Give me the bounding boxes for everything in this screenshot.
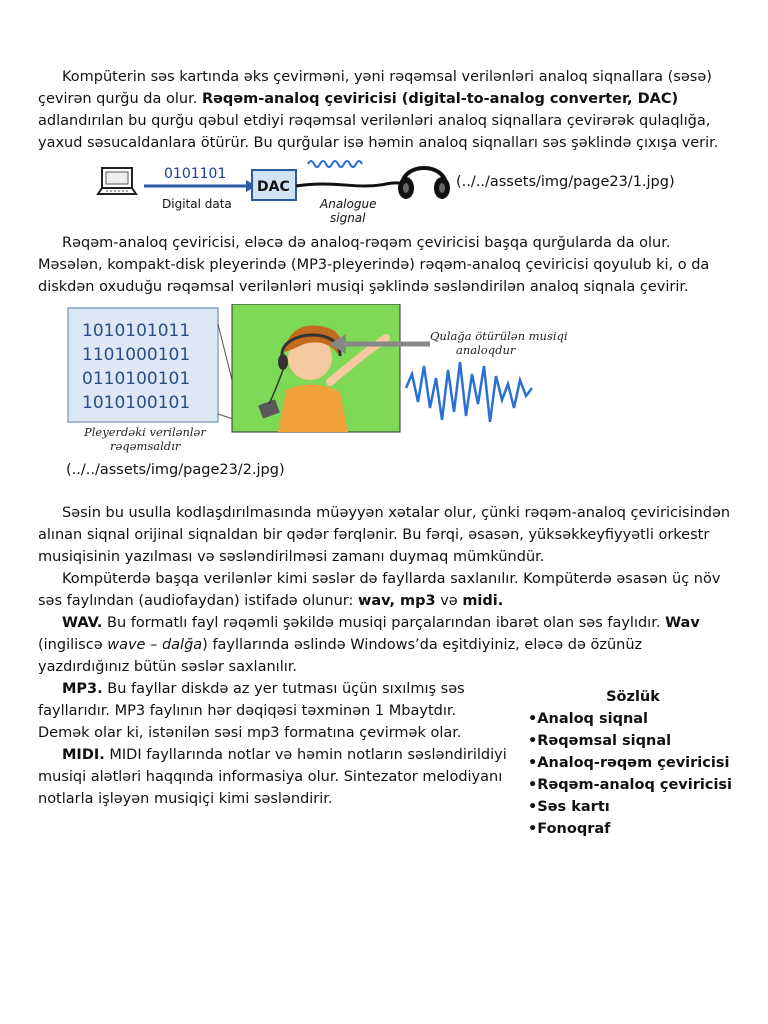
text: (ingiliscə	[38, 637, 108, 653]
glossary-item: • Analoq siqnal	[528, 708, 738, 730]
figure-caption: (../../assets/img/page23/1.jpg)	[456, 174, 675, 190]
glossary-item: • Səs kartı	[528, 796, 738, 818]
format-term: midi.	[462, 593, 504, 609]
glossary-list	[528, 708, 738, 840]
glossary-item: • Fonoqraf	[528, 818, 738, 840]
wav-translation: wave – dalğa	[107, 637, 203, 653]
figure-caption: (../../assets/img/page23/2.jpg)	[66, 462, 285, 478]
glossary-item: • Rəqəmsal siqnal	[528, 730, 738, 752]
paragraph-wav	[38, 612, 732, 678]
text: Kompüterin səs kartında əks çevirməni, yəni rəqəmsal verilənləri analoq siqnallara (səsə) çevirən qurğu da olur.	[38, 69, 712, 107]
binary-row: 1101000101	[82, 345, 191, 365]
paragraph-midi	[38, 744, 508, 810]
paragraph-errors: Səsin bu usulla kodlaşdırılmasında müəyyən xətalar olur, çünki rəqəm-analoq çeviricisindən alınan siqnal orijinal siqnaldan bir qədər fərqlənir. Bu fərqi, əsasən, yüksəkkeyfiyyətli orkestr musiqisinin yazılması və səsləndirilməsi zamanı duymaq mümkündür.	[38, 505, 731, 565]
format-descriptions	[38, 678, 508, 810]
text: adlandırılan bu qurğu qəbul etdiyi rəqəmsal verilənləri analoq siqnallara çevirərək qulaqlığa, yaxud səsucaldanlara ötürür. Bu qurğular isə həmin analoq siqnalları səs şəklində çıxışa verir.	[38, 113, 719, 151]
cable	[296, 178, 413, 188]
text: və	[435, 593, 463, 609]
dac-diagram	[96, 160, 456, 226]
bottom-section	[38, 678, 733, 837]
text: Bu formatlı fayl rəqəmli şəkildə musiqi parçalarından ibarət olan səs faylıdır.	[102, 615, 666, 631]
midi-title: MIDI.	[62, 747, 105, 763]
glossary-box	[528, 686, 738, 840]
signal-label: signal	[330, 211, 366, 225]
dac-label: DAC	[257, 179, 290, 195]
laptop-icon	[98, 168, 136, 194]
text: Kompüterdə başqa verilənlər kimi səslər də fayllarda saxlanılır. Kompüterdə əsasən üç növ səs faylından (audiofaydan) istifadə olunur:	[38, 571, 721, 609]
format-term: wav, mp3	[358, 593, 436, 609]
paragraph-dac-intro	[38, 66, 732, 154]
player-illustration	[64, 304, 584, 460]
page-content	[38, 66, 733, 837]
player-data-label: Pleyerdəki verilənlər	[84, 425, 206, 439]
wav-term: Wav	[665, 615, 700, 631]
text: ) fayllarında əslində Windows’da eşitdiyiniz, eləcə də özünüz yazdırdığınız bütün səslər saxlanılır.	[38, 637, 643, 675]
glossary-title: Sözlük	[606, 689, 660, 705]
text: Bu fayllar diskdə az yer tutması üçün sıxılmış səs fayllarıdır. MP3 faylının hər dəqiqəsi təxminən 1 Mbaytdır. Demək olar ki, istənilən səsi mp3 formatına çevirmək olar.	[38, 681, 465, 741]
music-label: Qulağa ötürülən musiqi	[430, 329, 568, 343]
figure-player-illustration	[38, 304, 732, 490]
mp3-title: MP3.	[62, 681, 103, 697]
paragraph-file-types	[38, 568, 732, 612]
glossary-item: • Rəqəm-analoq çeviricisi	[528, 774, 738, 796]
analog-wave	[308, 161, 362, 167]
digital-data-label: Digital data	[162, 197, 232, 211]
binary-row: 1010100101	[82, 393, 191, 413]
figure-dac-diagram	[38, 160, 732, 226]
analogue-label: Analogue	[320, 197, 377, 211]
glossary-item: • Analoq-rəqəm çeviricisi	[528, 752, 738, 774]
headphones-icon	[398, 168, 450, 199]
analog-wave	[406, 362, 532, 422]
dac-term: Rəqəm-analoq çeviricisi (digital-to-analog converter, DAC)	[201, 91, 679, 107]
binary-row: 0110100101	[82, 369, 191, 389]
wav-title: WAV.	[62, 615, 103, 631]
player-data-label-2: rəqəmsaldır	[110, 439, 181, 453]
binary-row: 1010101011	[82, 321, 191, 341]
paragraph-mp3	[38, 678, 508, 744]
paragraph-players: Rəqəm-analoq çeviricisi, eləcə də analoq-rəqəm çeviricisi başqa qurğularda da olur. Məsələn, kompakt-disk pleyerində (MP3-pleyerində) rəqəm-analoq çeviricisi qoyulub ki, o da diskdən oxuduğu rəqəmsal verilənləri musiqi şəklində səsləndirilən analoq siqnala çevirir.	[38, 235, 710, 295]
bits-label: 0101101	[164, 166, 227, 182]
text: MIDI fayllarında notlar və həmin notların səsləndirildiyi musiqi alətləri haqqında informasiya olur. Sintezator melodiyanı notlarla işləyən musiqiçi kimi səsləndirir.	[38, 747, 507, 807]
music-label-2: analoqdur	[456, 343, 516, 357]
